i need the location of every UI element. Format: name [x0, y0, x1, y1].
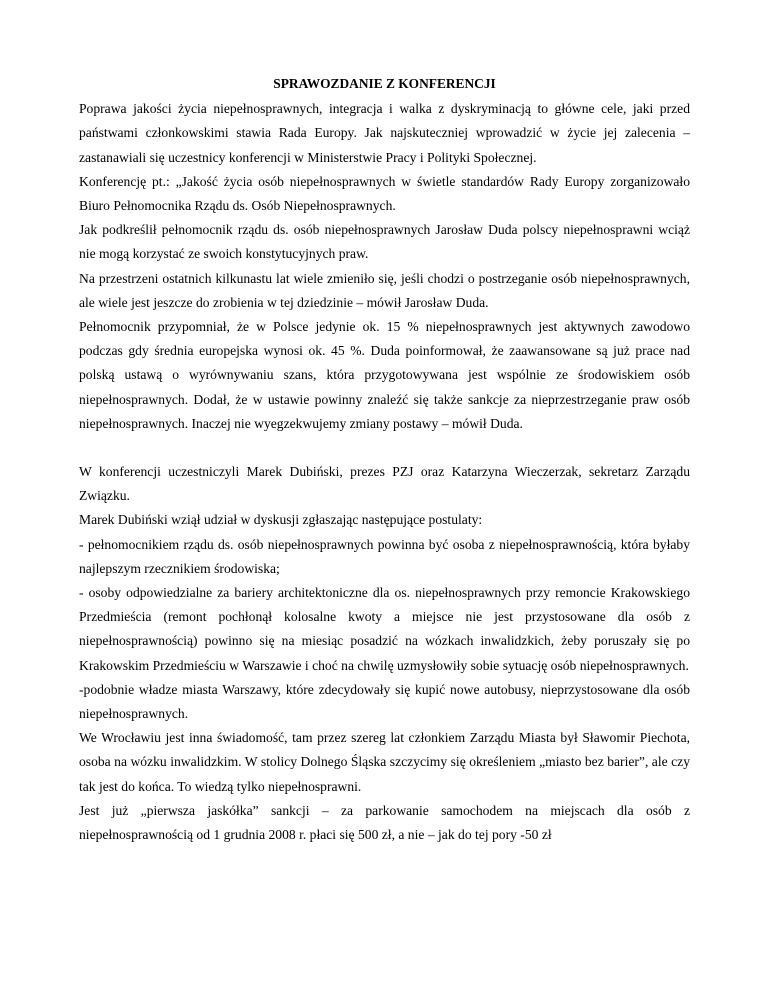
- paragraph-duda-quote: Na przestrzeni ostatnich kilkunastu lat wiele zmieniło się, jeśli chodzi o postrzeganie osób niepełnosprawnych, ale wiele jest jeszcze do zrobienia w tej dziedzinie – mówił Jarosław Duda.: [79, 270, 690, 310]
- paragraph-postulate-2: - osoby odpowiedzialne za bariery architektoniczne dla os. niepełnosprawnych przy remoncie Krakowskiego Przedmieścia (remont pochłonął kolosalne kwoty a miejsce nie jest przystosowane dla osób z niepełnosprawnością) powinno się na miesiąc posadzić na wózkach inwalidzkich, żeby poruszały się po Krakowskim Przedmieściu w Warszawie i choć na chwilę uzmysłowiły sobie sytuację osób niepełnosprawnych.: [79, 585, 690, 673]
- paragraph-postulates-intro: Marek Dubiński wziął udział w dyskusji zgłaszając następujące postulaty:: [79, 512, 483, 528]
- paragraph-postulate-3: -podobnie władze miasta Warszawy, które zdecydowały się kupić nowe autobusy, nieprzystosowane dla osób niepełnosprawnych.: [79, 681, 690, 722]
- paragraph-participants: W konferencji uczestniczyli Marek Dubiński, prezes PZJ oraz Katarzyna Wieczerzak, sekretarz Zarządu Związku.: [79, 464, 690, 504]
- paragraph-postulate-1: - pełnomocnikiem rządu ds. osób niepełnosprawnych powinna być osoba z niepełnosprawnością, która byłaby najlepszym rzecznikiem środowiska;: [79, 536, 690, 576]
- paragraph-conference-title: Konferencję pt.: „Jakość życia osób niepełnosprawnych w świetle standardów Rady Europy zorganizowało Biuro Pełnomocnika Rządu ds. Osób Niepełnosprawnych.: [79, 173, 690, 214]
- paragraph-sanctions: Jest już „pierwsza jaskółka” sankcji – za parkowanie samochodem na miejscach dla osób z niepełnosprawnością od 1 grudnia 2008 r. płaci się 500 zł, a nie – jak do tej pory -50 zł: [79, 802, 690, 843]
- paragraph-gap: [79, 436, 690, 460]
- paragraph-duda-statement: Jak podkreślił pełnomocnik rządu ds. osób niepełnosprawnych Jarosław Duda polscy niepełnosprawni wciąż nie mogą korzystać ze swoich konstytucyjnych praw.: [79, 222, 690, 262]
- paragraph-employment-stats: Pełnomocnik przypomniał, że w Polsce jedynie ok. 15 % niepełnosprawnych jest aktywnych zawodowo podczas gdy średnia europejska wynosi ok. 45 %. Duda poinformował, że zaawansowane są już prace nad polską ustawą o wyrównywaniu szans, która przygotowywana jest wspólnie ze środowiskiem osób niepełnosprawnych. Dodał, że w ustawie powinny znaleźć się także sankcje za nieprzestrzeganie praw osób niepełnosprawnych. Inaczej nie wyegzekwujemy zmiany postawy – mówił Duda.: [79, 319, 690, 431]
- document-title: SPRAWOZDANIE Z KONFERENCJI: [273, 76, 496, 91]
- paragraph-intro: Poprawa jakości życia niepełnosprawnych, integracja i walka z dyskryminacją to główne cele, jaki przed państwami członkowskimi stawia Rada Europy. Jak najskuteczniej wprowadzić w życie jej zalecenia – zastanawiali się uczestnicy konferencji w Ministerstwie Pracy i Polityki Społecznej.: [79, 101, 690, 165]
- document-page: [79, 72, 690, 847]
- paragraph-wroclaw: We Wrocławiu jest inna świadomość, tam przez szereg lat członkiem Zarządu Miasta był Sławomir Piechota, osoba na wózku inwalidzkim. W stolicy Dolnego Śląska szczycimy się określeniem „miasto bez barier”, ale czy tak jest do końca. To wiedzą tylko niepełnosprawni.: [79, 730, 690, 794]
